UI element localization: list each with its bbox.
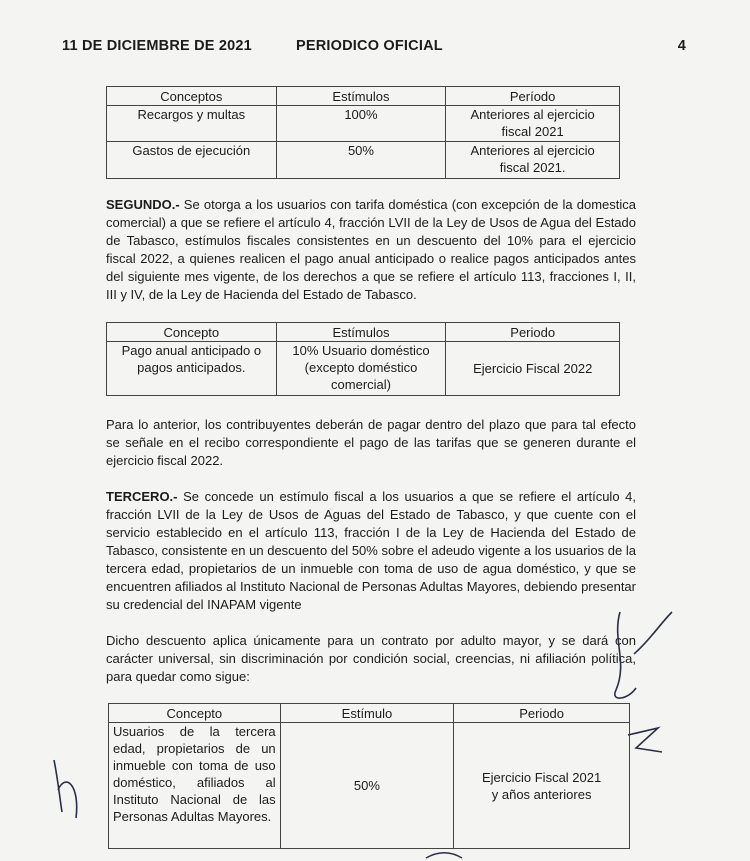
- table-recargos: [106, 86, 620, 179]
- initial-mark: [628, 728, 662, 752]
- table-cell: Ejercicio Fiscal 2021 y años anteriores: [454, 723, 630, 849]
- table-header-cell: Concepto: [107, 323, 277, 342]
- table-cell: Anteriores al ejercicio fiscal 2021.: [446, 142, 620, 179]
- table-cell: 10% Usuario doméstico (excepto doméstico comercial): [276, 342, 446, 396]
- table-row: [107, 106, 620, 142]
- table-row: [109, 723, 630, 849]
- paragraph-descuento: Dicho descuento aplica únicamente para un contrato por adulto mayor, y se dará con carácter universal, sin discriminación por condición social, creencias, ni afiliación política, para quedar como sigue:: [106, 633, 636, 684]
- paragraph-tercero: [106, 488, 636, 614]
- table-header-cell: Estímulo: [280, 704, 454, 723]
- table-cell: Recargos y multas: [107, 106, 277, 142]
- header-page-number: 4: [677, 38, 686, 54]
- table-header-row: [107, 87, 620, 106]
- header-date: 11 DE DICIEMBRE DE 2021: [62, 38, 252, 54]
- table-header-cell: Conceptos: [107, 87, 277, 106]
- table-row: [107, 142, 620, 179]
- segundo-text: Se otorga a los usuarios con tarifa doméstica (con excepción de la domestica comercial) a que se refiere el artículo 4, fracción LVII de la Ley de Usos de Agua del Estado de Tabasco, estímulos fiscales consistentes en un descuento del 10% para el ejercicio fiscal 2022, a quienes realicen el pago anual anticipado o realice pagos anticipados antes del siguiente mes vigente, de los derechos a que se refiere el artículo 113, fracciones I, II, III y IV, de la Ley de Hacienda del Estado de Tabasco.: [106, 197, 636, 302]
- tercero-text: Se concede un estímulo fiscal a los usuarios a que se refiere el artículo 4, fracción LVII de la Ley de Usos de Aguas del Estado de Tabasco, y que cuente con el servicio establecido en el artículo 113, fracción I de la Ley de Hacienda del Estado de Tabasco, consistente en un descuento del 50% sobre el adeudo vigente a los usuarios de la tercera edad, propietarios de un inmueble con toma de uso de agua doméstico, y que se encuentren afiliados al Instituto Nacional de Personas Adultas Mayores, debiendo presentar su credencial del INAPAM vigente: [106, 489, 636, 612]
- table-header-cell: Estímulos: [276, 323, 446, 342]
- segundo-lead: SEGUNDO.-: [106, 197, 180, 212]
- initial-mark: [54, 760, 77, 818]
- table-cell: 100%: [276, 106, 446, 142]
- table-header-cell: Concepto: [109, 704, 281, 723]
- table-pago-anticipado: [106, 322, 620, 396]
- table-header-row: [107, 323, 620, 342]
- table-cell: 50%: [280, 723, 454, 849]
- table-cell: Usuarios de la tercera edad, propietarios de un inmueble con toma de uso doméstico, afiliados al Instituto Nacional de las Personas Adultas Mayores.: [109, 723, 281, 849]
- table-row: [107, 342, 620, 396]
- table-adultos-mayores: [108, 703, 630, 849]
- table-cell: Ejercicio Fiscal 2022: [446, 342, 620, 396]
- tercero-lead: TERCERO.-: [106, 489, 178, 504]
- table-cell: Gastos de ejecución: [107, 142, 277, 179]
- table-header-cell: Estímulos: [276, 87, 446, 106]
- table-cell: 50%: [276, 142, 446, 179]
- header-publication: PERIODICO OFICIAL: [296, 38, 443, 54]
- paragraph-segundo: [106, 196, 636, 304]
- initial-mark: [426, 853, 462, 858]
- table-cell: Pago anual anticipado o pagos anticipados.: [107, 342, 277, 396]
- table-header-row: [109, 704, 630, 723]
- table-header-cell: Periodo: [454, 704, 630, 723]
- table-header-cell: Periodo: [446, 323, 620, 342]
- paragraph-anterior: Para lo anterior, los contribuyentes deberán de pagar dentro del plazo que para tal efecto se señale en el recibo correspondiente el pago de las tarifas que se generen durante el ejercicio fiscal 2022.: [106, 417, 636, 468]
- table-header-cell: Período: [446, 87, 620, 106]
- table-cell: Anteriores al ejercicio fiscal 2021: [446, 106, 620, 142]
